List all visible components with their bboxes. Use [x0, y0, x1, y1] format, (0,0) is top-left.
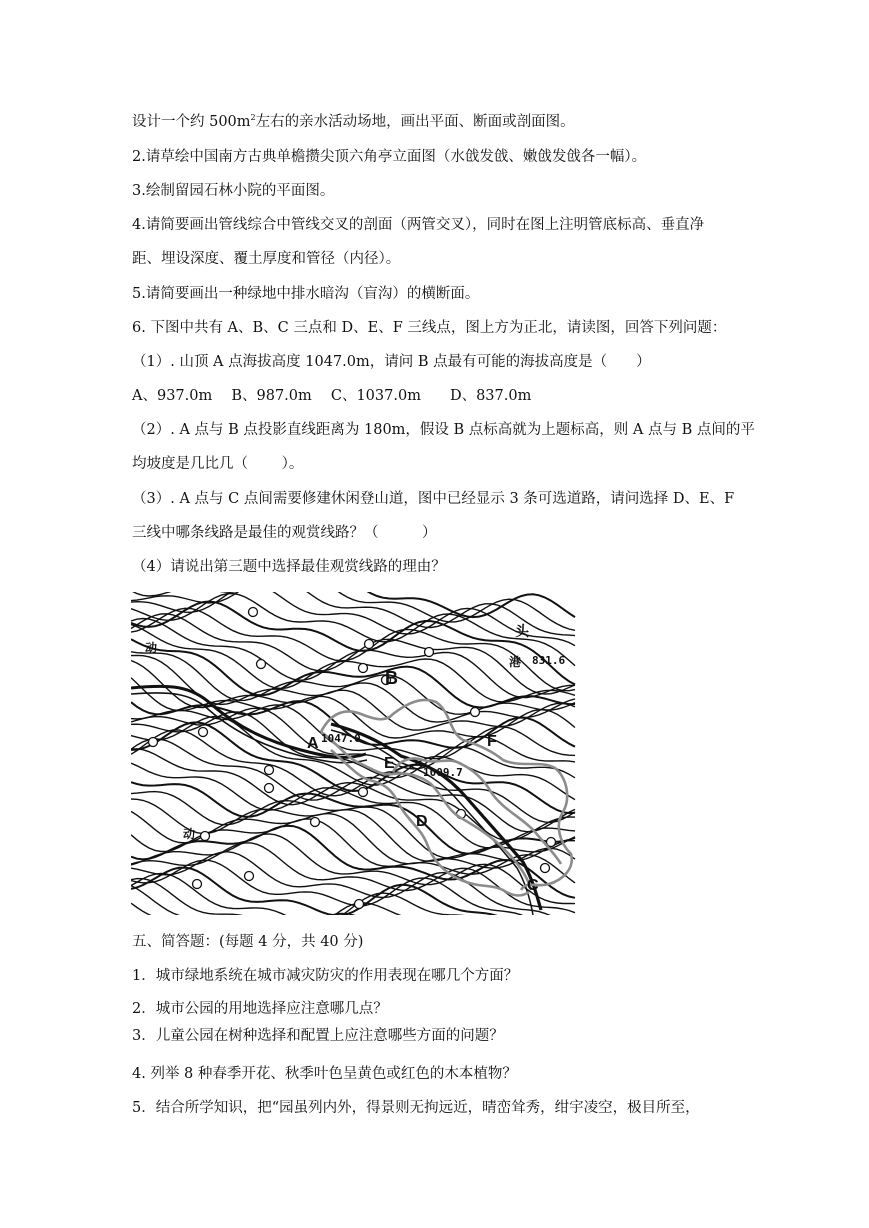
line-1-sup: 2 — [250, 113, 256, 123]
hilltop-marker — [257, 660, 266, 669]
map-label-d: D — [416, 813, 428, 830]
hilltop-marker — [359, 664, 368, 673]
hilltop-marker — [265, 766, 274, 775]
line-5: 距、埋设深度、覆土厚度和管径（内径）。 — [132, 251, 401, 267]
line-7: 6. 下图中共有 A、B、C 三点和 D、E、F 三线点，图上方为正北，请读图，回答下列问题： — [132, 320, 727, 336]
line-1-post: 左右的亲水活动场地，画出平面、断面或剖面图。 — [255, 114, 575, 130]
qa-3: 3．儿童公园在树种选择和配置上应注意哪些方面的问题？ — [132, 1028, 504, 1044]
map-label-f: F — [487, 733, 497, 750]
line-4: 4.请简要画出管线综合中管线交叉的剖面（两管交叉），同时在图上注明管底标高、垂直净 — [132, 217, 705, 233]
line-1-pre: 设计一个约 500m — [132, 114, 251, 130]
line-6: 5.请简要画出一种绿地中排水暗沟（盲沟）的横断面。 — [132, 286, 480, 302]
map-label-b: B — [385, 668, 398, 688]
hilltop-marker — [359, 788, 368, 797]
hilltop-marker — [245, 872, 254, 881]
contour-lines — [131, 592, 575, 915]
elevation-mid: 1009.7 — [423, 766, 463, 779]
qa-2: 2．城市公园的用地选择应注意哪几点？ — [132, 1001, 388, 1017]
contour-line — [131, 739, 575, 832]
hilltop-marker — [201, 832, 210, 841]
qa-4: 4. 列举 8 种春季开花、秋季叶色呈黄色或红色的木本植物？ — [132, 1066, 517, 1082]
hilltop-marker — [355, 900, 364, 909]
hilltop-marker — [265, 784, 274, 793]
map-glyph-bl: 动 — [183, 827, 196, 841]
map-label-c: C — [527, 877, 539, 894]
line-8: （1）. 山顶 A 点海拔高度 1047.0m，请问 B 点最有可能的海拔高度是（ ） — [132, 354, 651, 370]
elevation-ne: 831.6 — [532, 654, 566, 667]
hilltop-marker — [311, 818, 320, 827]
map-label-a: A — [307, 735, 319, 752]
qa-5: 5．结合所学知识，把“园虽列内外，得景则无拘远近，晴峦耸秀，绀宇凌空，极目所至， — [132, 1100, 700, 1116]
map-glyph-ne: 港 — [509, 655, 522, 669]
topographic-map — [131, 592, 578, 915]
map-label-e: E — [384, 755, 395, 772]
line-14: （4）请说出第三题中选择最佳观赏线路的理由？ — [132, 559, 446, 575]
hilltop-marker — [365, 640, 374, 649]
valley-road — [331, 724, 541, 915]
line-10: （2）. A 点与 B 点投影直线距离为 180m，假设 B 点标高就为上题标高，则 A 点与 B 点间的平 — [132, 422, 755, 438]
line-11: 均坡度是几比几（ ）。 — [132, 456, 304, 472]
line-2: 2.请草绘中国南方古典单檐攒尖顶六角亭立面图（水戗发戗、嫩戗发戗各一幅）。 — [132, 149, 647, 165]
hilltop-marker — [249, 608, 258, 617]
hilltop-marker — [471, 708, 480, 717]
line-9: A、937.0m B、987.0m C、1037.0m D、837.0m — [132, 388, 532, 404]
elevation-a: 1047.0 — [321, 732, 361, 745]
qa-1: 1．城市绿地系统在城市减灾防灾的作用表现在哪几个方面？ — [132, 968, 519, 984]
map-glyph-top: 头 — [515, 624, 529, 640]
section-5-heading: 五、简答题：(每题 4 分，共 40 分) — [132, 934, 364, 950]
hilltop-marker — [149, 738, 158, 747]
line-3: 3.绘制留园石林小院的平面图。 — [132, 183, 335, 199]
hilltop-marker — [199, 728, 208, 737]
hilltop-marker — [193, 880, 202, 889]
hilltop-marker — [425, 648, 434, 657]
contour-line — [131, 614, 575, 694]
map-glyph-tl: 动 — [145, 641, 158, 655]
line-12: （3）. A 点与 C 点间需要修建休闲登山道，图中已经显示 3 条可选道路，请问选择 D、E、F — [132, 491, 735, 507]
line-13: 三线中哪条线路是最佳的观赏线路？（ ） — [132, 525, 437, 541]
hilltop-marker — [541, 864, 550, 873]
line-1 — [132, 112, 575, 132]
